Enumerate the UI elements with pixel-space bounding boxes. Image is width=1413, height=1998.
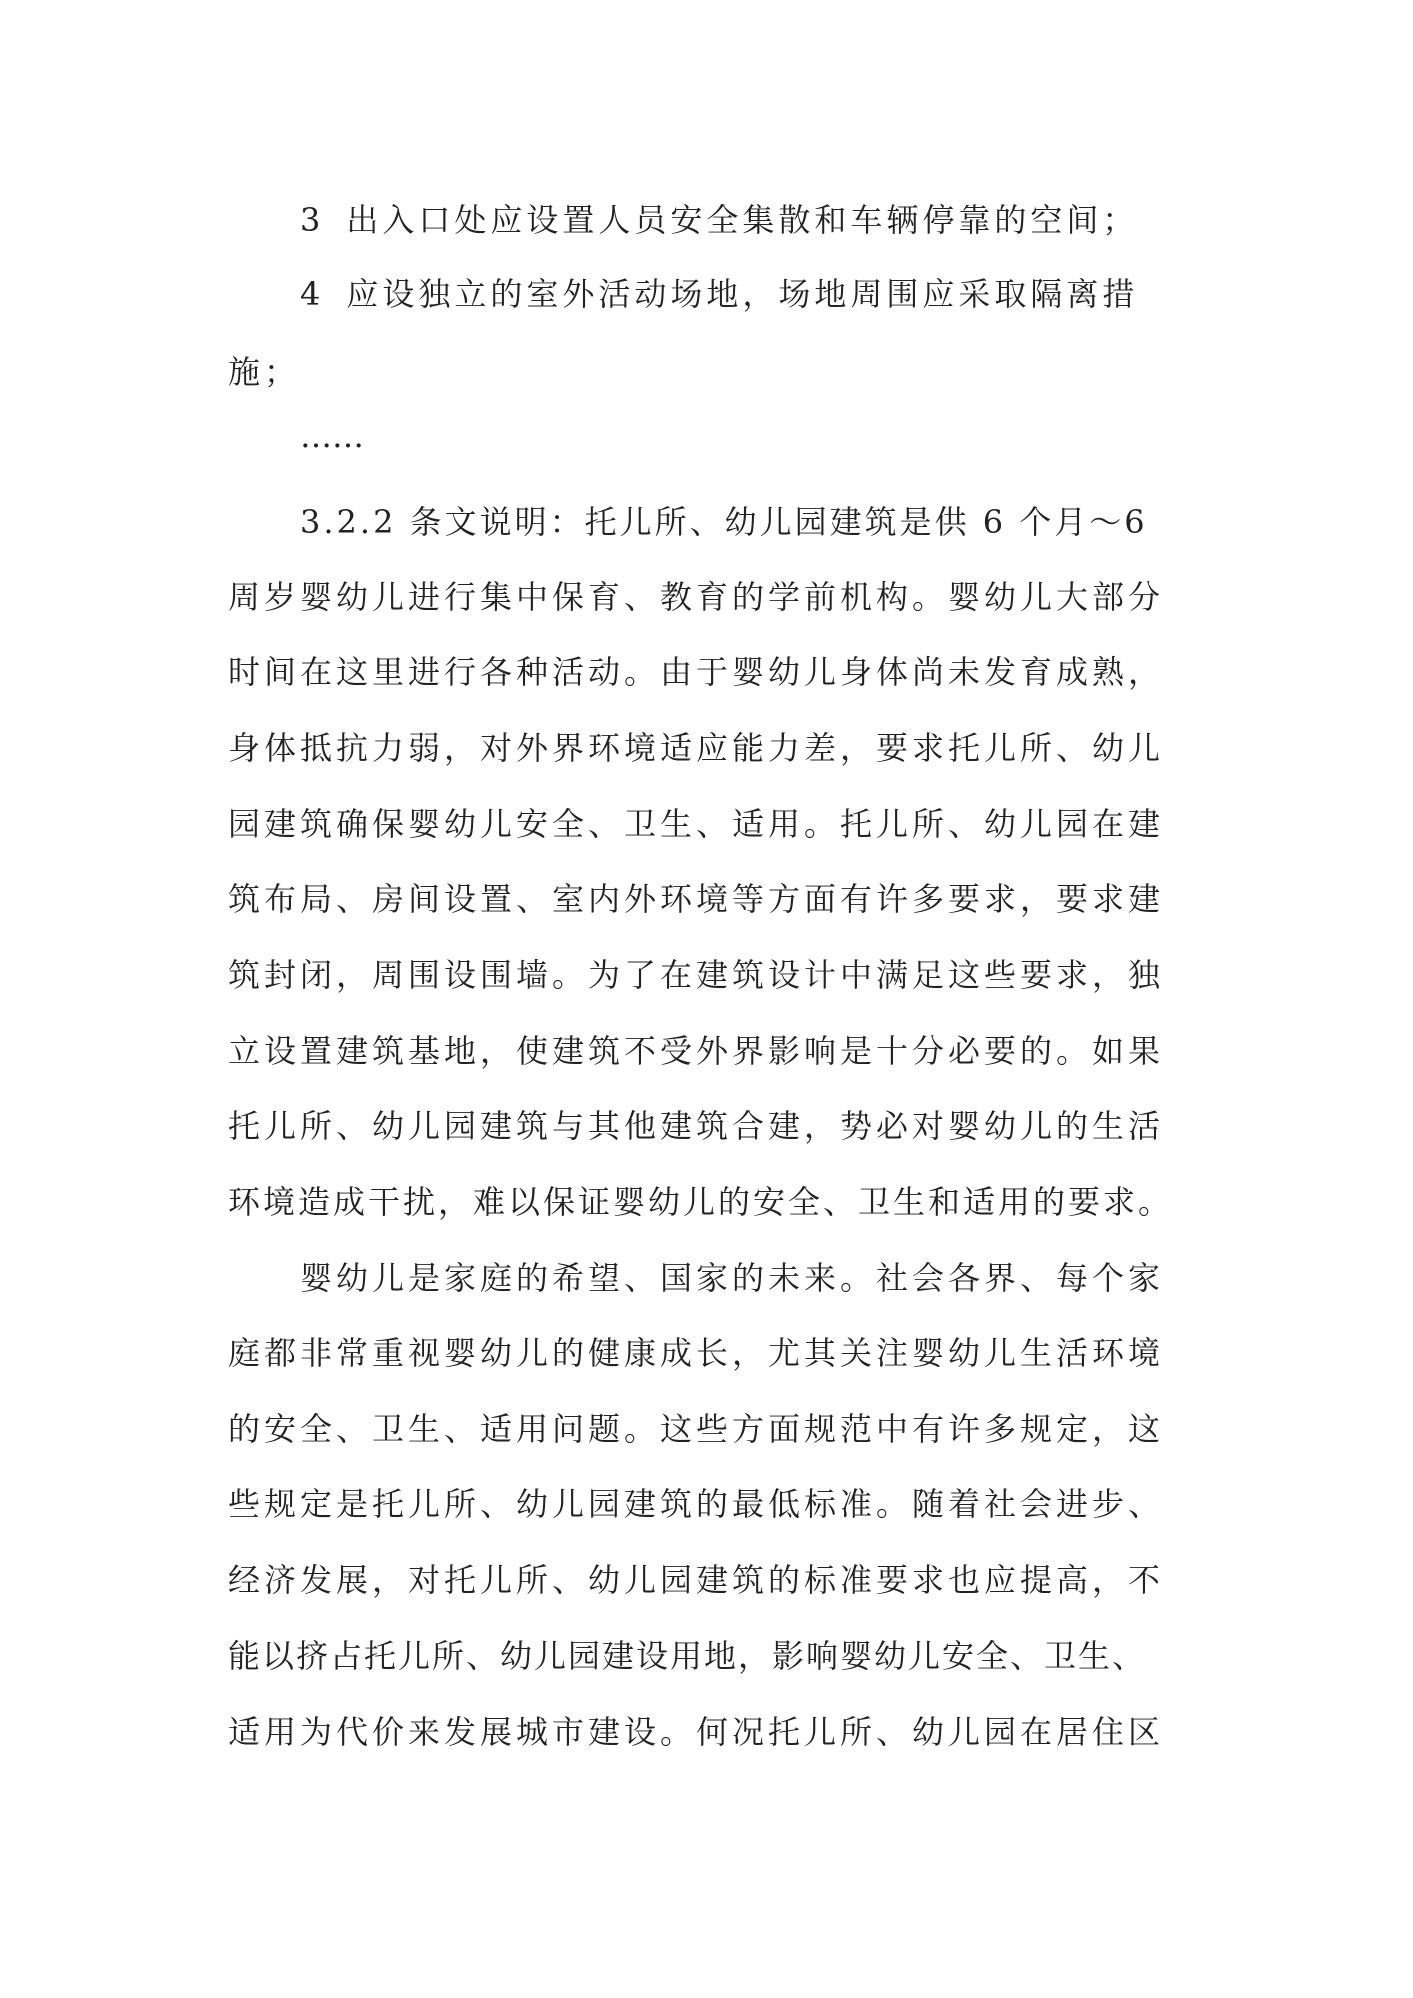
list-item-3 <box>300 198 1138 242</box>
paragraph-line: 婴幼儿是家庭的希望、国家的未来。社会各界、每个家 <box>300 1259 1165 1297</box>
explanation-line: 筑封闭，周围设围墙。为了在建筑设计中满足这些要求，独 <box>228 956 1165 994</box>
explanation-line: 周岁婴幼儿进行集中保育、教育的学前机构。婴幼儿大部分 <box>228 578 1165 616</box>
list-item-text: 出入口处应设置人员安全集散和车辆停靠的空间； <box>346 201 1139 239</box>
paragraph-line: 庭都非常重视婴幼儿的健康成长，尤其关注婴幼儿生活环境 <box>228 1334 1165 1372</box>
explanation-line: 筑布局、房间设置、室内外环境等方面有许多要求，要求建 <box>228 880 1165 918</box>
paragraph-line: 适用为代价来发展城市建设。何况托儿所、幼儿园在居住区 <box>228 1713 1165 1751</box>
list-item-4-continuation: 施； <box>228 353 301 391</box>
paragraph-line: 能以挤占托儿所、幼儿园建设用地，影响婴幼儿安全、卫生、 <box>228 1637 1147 1675</box>
ellipsis: …… <box>300 417 364 455</box>
explanation-line: 环境造成干扰，难以保证婴幼儿的安全、卫生和适用的要求。 <box>228 1183 1174 1221</box>
paragraph-line: 些规定是托儿所、幼儿园建筑的最低标准。随着社会进步、 <box>228 1485 1165 1523</box>
paragraph-line: 的安全、卫生、适用问题。这些方面规范中有许多规定，这 <box>228 1410 1165 1448</box>
list-item-text: 应设独立的室外活动场地，场地周围应采取隔离措 <box>346 275 1139 313</box>
list-item-4 <box>300 272 1138 316</box>
explanation-line: 时间在这里进行各种活动。由于婴幼儿身体尚未发育成熟， <box>228 653 1165 691</box>
list-item-number: 3 <box>300 201 321 239</box>
explanation-line: 身体抵抗力弱，对外界环境适应能力差，要求托儿所、幼儿 <box>228 729 1165 767</box>
explanation-line: 3.2.2 条文说明：托儿所、幼儿园建筑是供 6 个月～6 <box>300 503 1148 541</box>
list-item-number: 4 <box>300 275 321 313</box>
paragraph-line: 经济发展，对托儿所、幼儿园建筑的标准要求也应提高，不 <box>228 1561 1165 1599</box>
explanation-line: 园建筑确保婴幼儿安全、卫生、适用。托儿所、幼儿园在建 <box>228 805 1165 843</box>
explanation-line: 托儿所、幼儿园建筑与其他建筑合建，势必对婴幼儿的生活 <box>228 1107 1165 1145</box>
explanation-line: 立设置建筑基地，使建筑不受外界影响是十分必要的。如果 <box>228 1032 1165 1070</box>
